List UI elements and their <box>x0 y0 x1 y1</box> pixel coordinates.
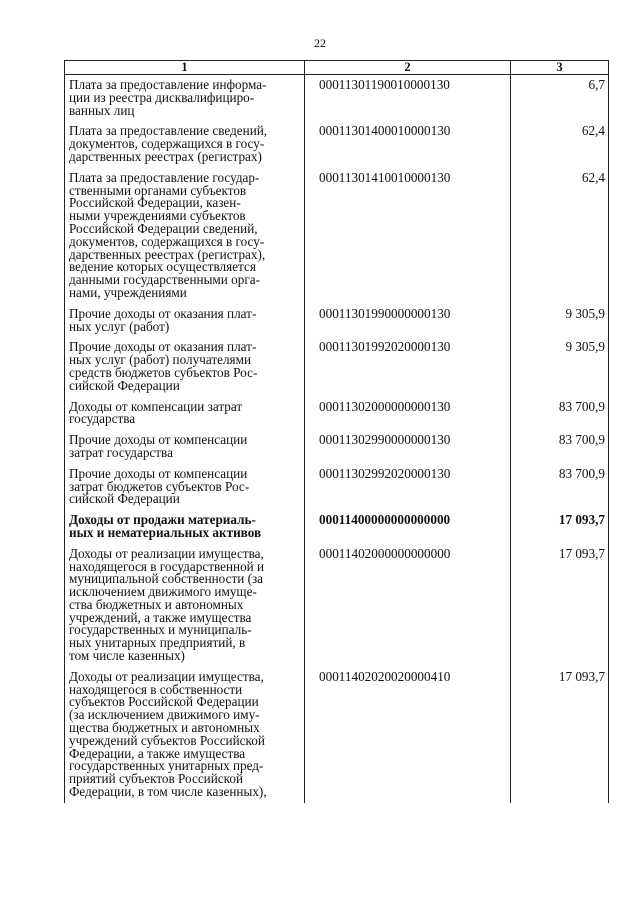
table-header-row <box>65 61 609 75</box>
row-code-cell: 00011301410010000130 <box>305 168 511 304</box>
table-row <box>65 667 609 803</box>
table-row <box>65 397 609 431</box>
row-name-cell: Доходы от продажи материаль- ных и нематериальных активов <box>65 510 305 544</box>
row-amount-cell: 17 093,7 <box>511 667 609 803</box>
row-code-cell: 00011402000000000000 <box>305 544 511 667</box>
table-row <box>65 168 609 304</box>
page-number: 22 <box>314 36 326 50</box>
row-name-cell: Плата за предоставление государ- ственными органами субъектов Российской Федерации, казен- ными учреждениями субъектов Российской Федерации сведений, документов, содержащихся в госу- дарственных реестрах (регистрах), ведение которых осуществляется данными государственными орга- нами, учреждениями <box>65 168 305 304</box>
table-row <box>65 304 609 338</box>
row-amount-cell: 6,7 <box>511 75 609 122</box>
row-code-cell: 00011302992020000130 <box>305 464 511 510</box>
table-row <box>65 510 609 544</box>
table-row <box>65 75 609 122</box>
column-header-3: 3 <box>511 61 609 75</box>
table-body <box>65 75 609 803</box>
row-amount-cell: 83 700,9 <box>511 430 609 464</box>
column-header-2: 2 <box>305 61 511 75</box>
table-row <box>65 430 609 464</box>
row-code-cell: 00011301990000000130 <box>305 304 511 338</box>
row-name-cell: Плата за предоставление информа- ции из реестра дисквалифициро- ванных лиц <box>65 75 305 122</box>
row-name-cell: Прочие доходы от компенсации затрат государства <box>65 430 305 464</box>
row-name-cell: Доходы от реализации имущества, находящегося в собственности субъектов Российской Федерации (за исключением движимого иму- щества бюджетных и автономных учреждений субъектов Российской Федерации, а также имущества государственных унитарных пред- приятий субъектов Российской Федерации, в том числе казенных), <box>65 667 305 803</box>
column-header-1: 1 <box>65 61 305 75</box>
table-row <box>65 544 609 667</box>
row-amount-cell: 83 700,9 <box>511 397 609 431</box>
row-amount-cell: 17 093,7 <box>511 510 609 544</box>
row-code-cell: 00011302990000000130 <box>305 430 511 464</box>
row-amount-cell: 9 305,9 <box>511 304 609 338</box>
row-code-cell: 00011400000000000000 <box>305 510 511 544</box>
table-row <box>65 464 609 510</box>
row-code-cell: 00011302000000000130 <box>305 397 511 431</box>
row-amount-cell: 9 305,9 <box>511 337 609 396</box>
row-name-cell: Прочие доходы от оказания плат- ных услуг (работ) <box>65 304 305 338</box>
row-code-cell: 00011402020020000410 <box>305 667 511 803</box>
row-amount-cell: 62,4 <box>511 168 609 304</box>
row-code-cell: 00011301400010000130 <box>305 121 511 167</box>
row-code-cell: 00011301190010000130 <box>305 75 511 122</box>
row-name-cell: Доходы от компенсации затрат государства <box>65 397 305 431</box>
row-code-cell: 00011301992020000130 <box>305 337 511 396</box>
row-amount-cell: 83 700,9 <box>511 464 609 510</box>
row-name-cell: Прочие доходы от оказания плат- ных услуг (работ) получателями средств бюджетов субъектов Рос- сийской Федерации <box>65 337 305 396</box>
row-name-cell: Прочие доходы от компенсации затрат бюджетов субъектов Рос- сийской Федерации <box>65 464 305 510</box>
row-amount-cell: 17 093,7 <box>511 544 609 667</box>
row-name-cell: Доходы от реализации имущества, находящегося в государственной и муниципальной собственности (за исключением движимого имуще- ства бюджетных и автономных учреждений, а также имущества государственных и муниципаль- ных унитарных предприятий, в том числе казенных) <box>65 544 305 667</box>
revenue-table <box>64 60 609 803</box>
table-row <box>65 337 609 396</box>
row-name-cell: Плата за предоставление сведений, документов, содержащихся в госу- дарственных реестрах (регистрах) <box>65 121 305 167</box>
row-amount-cell: 62,4 <box>511 121 609 167</box>
table-row <box>65 121 609 167</box>
